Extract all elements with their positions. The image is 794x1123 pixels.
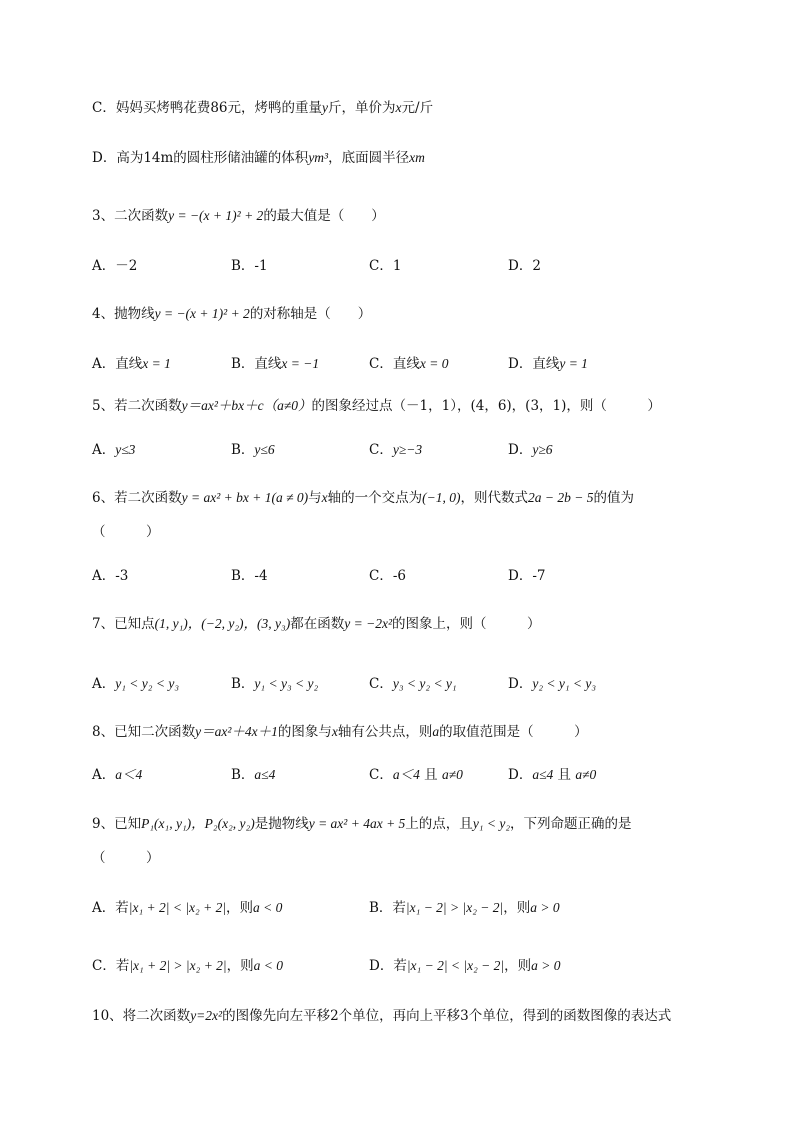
q4-option-c: C．直线x = 0 — [369, 356, 449, 372]
q5-option-a: A．y≤3 — [92, 442, 136, 458]
q6-option-d: D．-7 — [508, 568, 546, 584]
q8-option-c: C．a＜4 且 a≠0 — [369, 767, 463, 783]
q5-option-b: B．y≤6 — [231, 442, 275, 458]
q3-option-c: C．1 — [369, 258, 402, 274]
q8-option-d: D．a≤4 且 a≠0 — [508, 767, 597, 783]
q6-option-a: A．-3 — [92, 568, 129, 584]
q6-option-b: B．-4 — [231, 568, 268, 584]
question-6-bracket: （ ） — [92, 524, 160, 540]
q4-option-b: B．直线x = −1 — [231, 356, 320, 372]
question-9-bracket: （ ） — [92, 850, 160, 866]
q9-option-d: D．若|x₁ − 2| < |x₂ − 2|，则a > 0 — [369, 958, 561, 974]
question-8: 8、已知二次函数y＝ax²＋4x＋1的图象与x轴有公共点，则a的取值范围是（ ） — [92, 724, 588, 740]
q4-option-d: D．直线y = 1 — [508, 356, 588, 372]
q5-option-c: C．y≥−3 — [369, 442, 423, 458]
q7-option-a: A．y₁ < y₂ < y₃ — [92, 676, 180, 692]
question-5: 5、若二次函数y＝ax²＋bx＋c（a≠0）的图象经过点（－1，1），(4，6)，(3，1)，则（ ） — [92, 398, 661, 414]
q9-option-c: C．若|x₁ + 2| > |x₂ + 2|，则a < 0 — [92, 958, 284, 974]
q7-option-c: C．y₃ < y₂ < y₁ — [369, 676, 457, 692]
q8-option-b: B．a≤4 — [231, 767, 276, 783]
q8-option-a: A．a＜4 — [92, 767, 143, 783]
q6-option-c: C．-6 — [369, 568, 406, 584]
q3-option-b: B．-1 — [231, 258, 268, 274]
question-10: 10、将二次函数y=2x²的图像先向左平移2个单位，再向上平移3个单位，得到的函数图像的表达式 — [92, 1008, 672, 1024]
q7-option-b: B．y₁ < y₃ < y₂ — [231, 676, 319, 692]
option-d-q2: D．高为14m的圆柱形储油罐的体积ym³，底面圆半径xm — [92, 150, 425, 166]
q4-option-a: A．直线x = 1 — [92, 356, 171, 372]
question-6: 6、若二次函数y = ax² + bx + 1(a ≠ 0)与x轴的一个交点为(−1, 0)，则代数式2a − 2b − 5的值为 — [92, 490, 634, 506]
question-4: 4、抛物线y = −(x + 1)² + 2的对称轴是（ ） — [92, 306, 372, 322]
q7-option-d: D．y₂ < y₁ < y₃ — [508, 676, 597, 692]
q9-option-a: A．若|x₁ + 2| < |x₂ + 2|，则a < 0 — [92, 900, 283, 916]
option-c-q2: C．妈妈买烤鸭花费86元，烤鸭的重量y斤，单价为x元/斤 — [92, 100, 434, 116]
question-9: 9、已知P₁(x₁, y₁)，P₂(x₂, y₂)是抛物线y = ax² + 4ax + 5上的点，且y₁ < y₂，下列命题正确的是 — [92, 816, 632, 832]
q9-option-b: B．若|x₁ − 2| > |x₂ − 2|，则a > 0 — [369, 900, 560, 916]
q3-option-d: D．2 — [508, 258, 541, 274]
question-3: 3、二次函数y = −(x + 1)² + 2的最大值是（ ） — [92, 208, 385, 224]
question-7: 7、已知点(1, y₁)，(−2, y₂)，(3, y₃)都在函数y = −2x²的图象上，则（ ） — [92, 616, 541, 632]
q5-option-d: D．y≥6 — [508, 442, 553, 458]
q3-option-a: A．－2 — [92, 258, 138, 274]
